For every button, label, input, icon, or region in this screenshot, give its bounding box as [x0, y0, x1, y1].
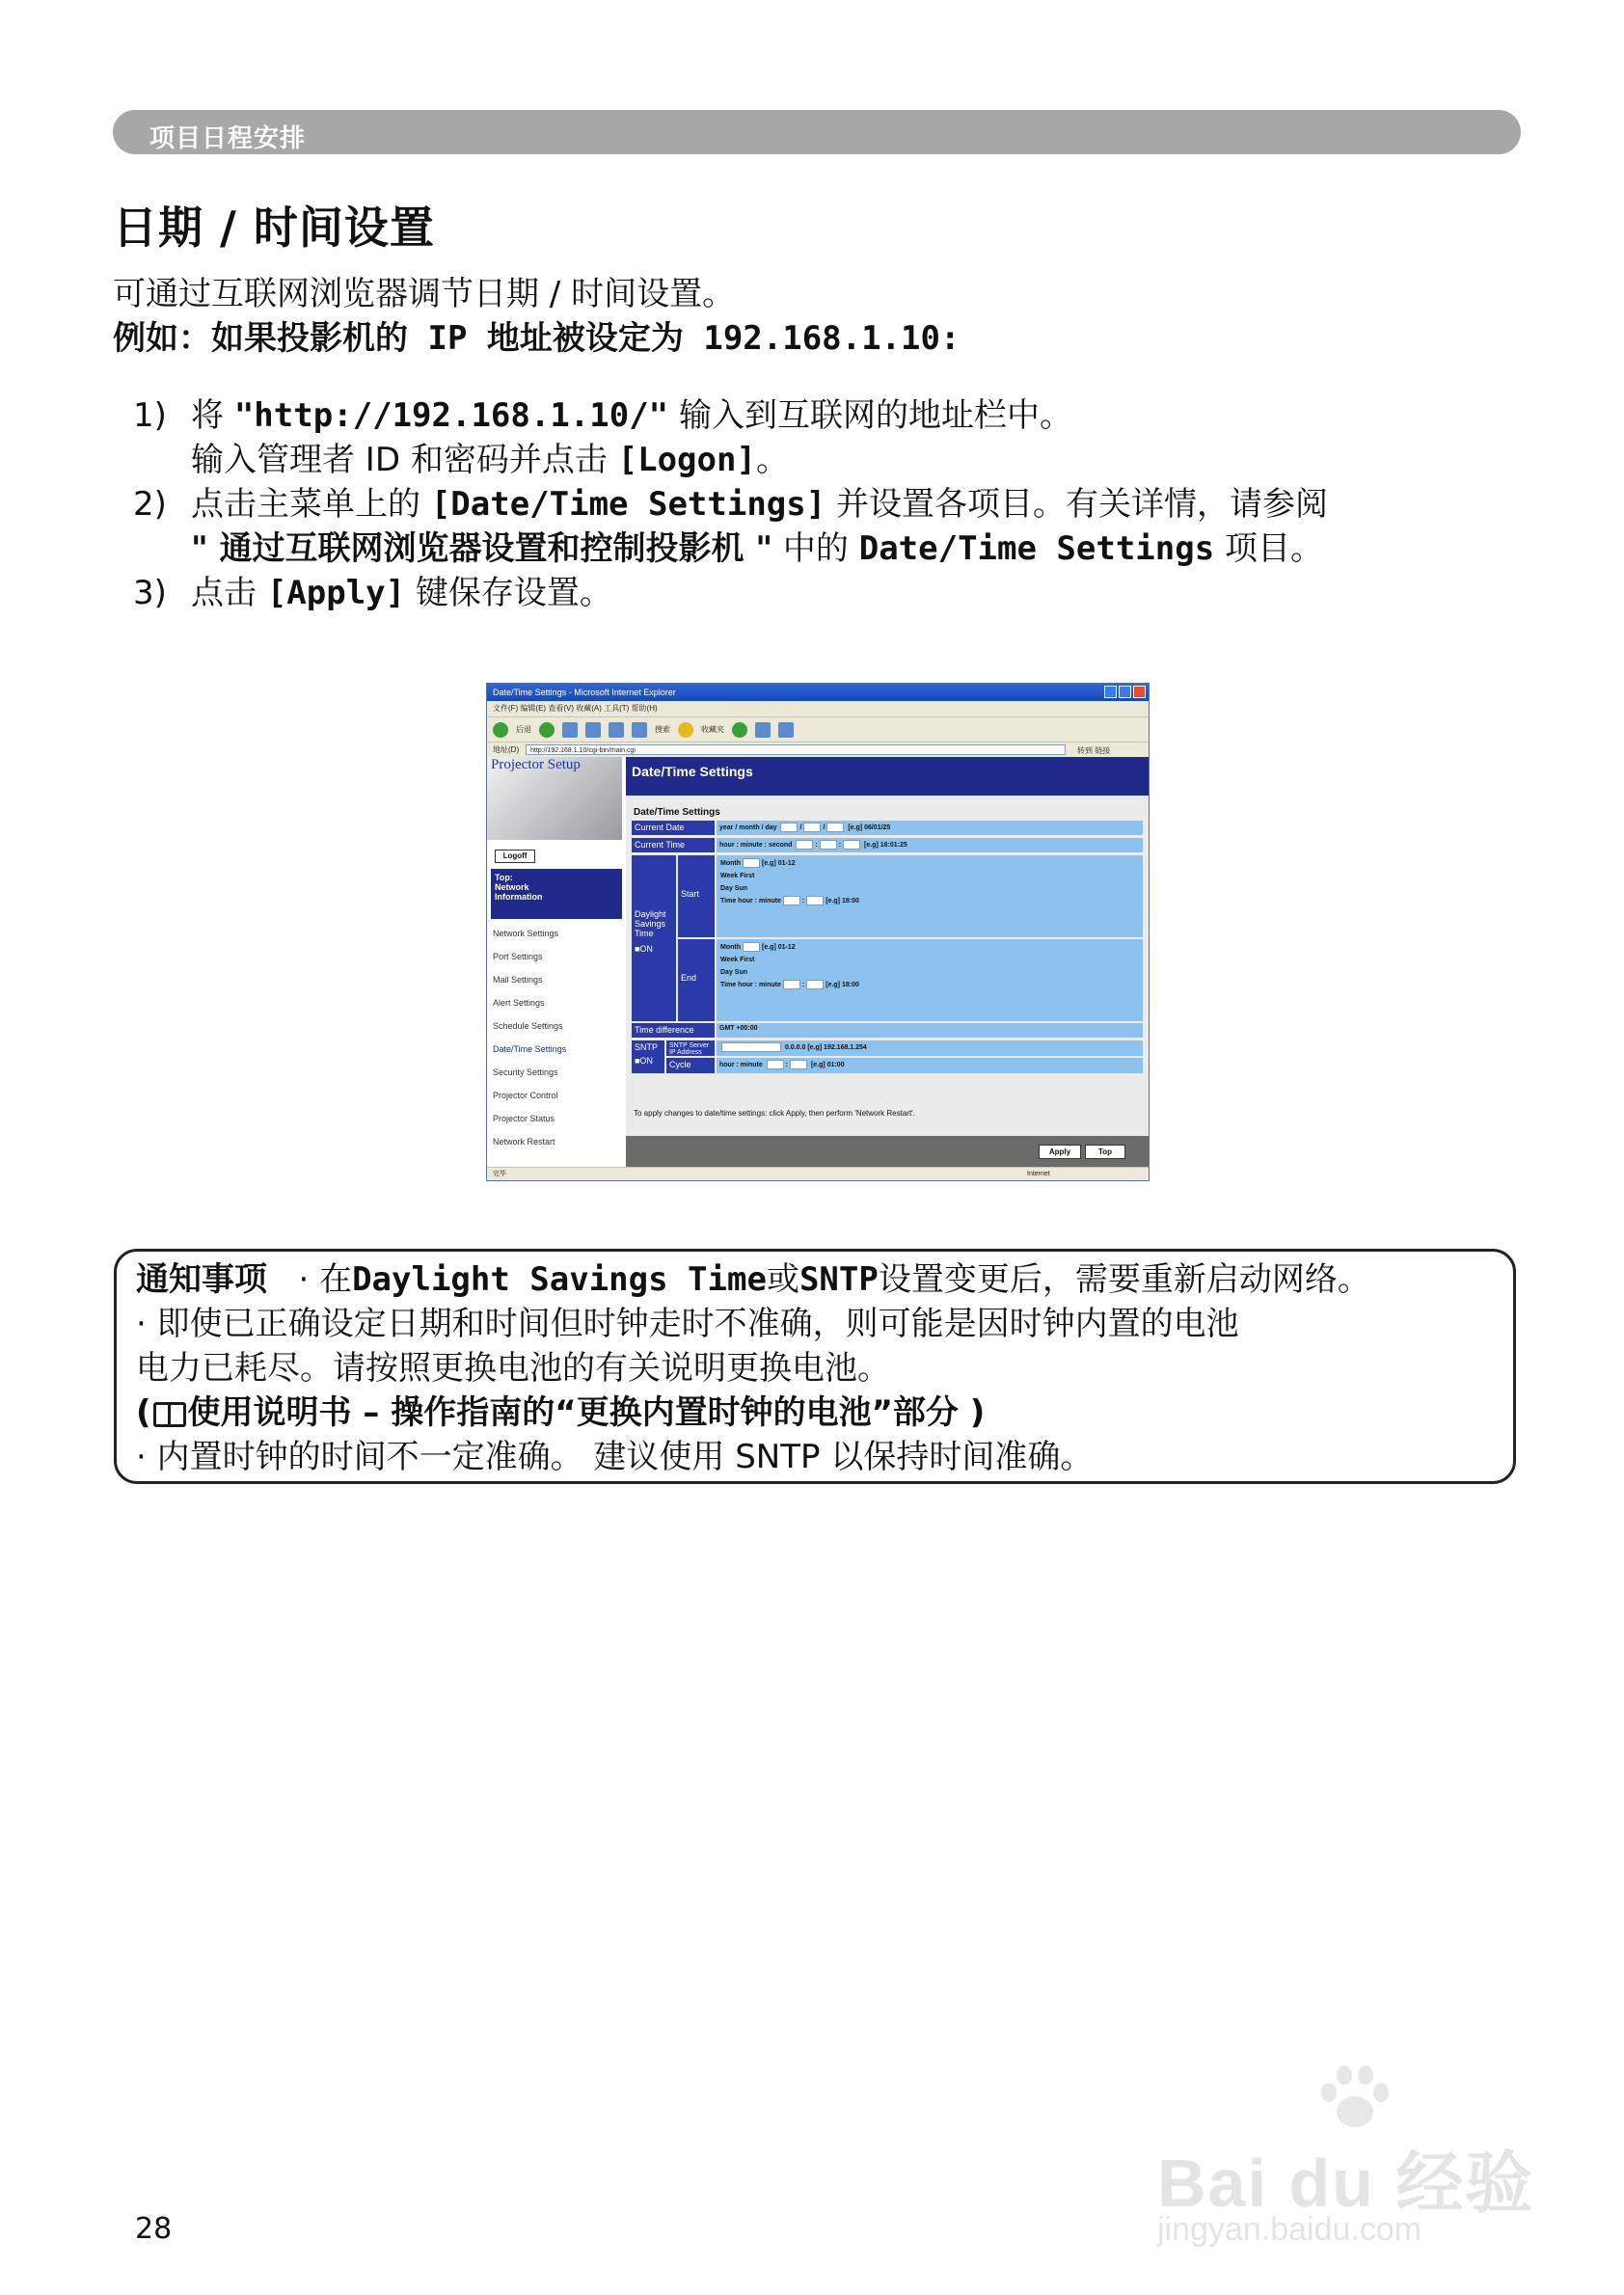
month-input[interactable] [803, 823, 821, 832]
step-text: 。 [755, 441, 789, 479]
step-text: 并设置各项目。有关详情，请参阅 [826, 485, 1329, 524]
current-time-value: hour : minute : second : : [e.g] 18:01:25 [717, 838, 1143, 852]
time-label: Time [720, 898, 737, 904]
end-month-row [720, 941, 1140, 954]
section-header-bar [113, 110, 1521, 154]
step-text: 点击主菜单上的 [191, 485, 431, 524]
start-time-row: Time hour : minute : [e.g] 18:00 [720, 898, 859, 904]
page-title: 日期 / 时间设置 [113, 202, 435, 254]
home-icon[interactable] [609, 722, 624, 738]
end-values [717, 939, 1143, 1021]
print-icon[interactable] [778, 722, 794, 738]
notice-box [114, 1249, 1516, 1484]
end-month-input[interactable] [743, 942, 760, 952]
apply-text: [Apply] [266, 574, 406, 612]
intro [113, 272, 960, 361]
page-content [487, 757, 1149, 1167]
address-bar [487, 742, 1149, 757]
notice-line-2: · 即使已正确设定日期和时间但时钟走时不准确，则可能是因时钟内置的电池 [136, 1305, 1239, 1343]
day-input[interactable] [826, 823, 844, 832]
notice-title: 通知事项 [136, 1260, 267, 1299]
window-titlebar [487, 684, 1149, 701]
minute-input[interactable] [820, 840, 837, 850]
main-title: Date/Time Settings [626, 757, 1149, 796]
current-date-value: year / month / day / / [e.g] 06/01/25 [717, 821, 1143, 835]
step-number: 2) [133, 485, 167, 524]
section-label: 项目日程安排 [149, 124, 307, 153]
sidebar-heading[interactable]: Top: Network Information [491, 869, 622, 919]
end-day-select[interactable]: Sun [734, 969, 748, 976]
notice-line-3: 电力已耗尽。请按照更换电池的有关说明更换电池。 [136, 1349, 890, 1388]
month-example: [e.g] 01-12 [762, 860, 796, 867]
sidebar-item-mail-settings[interactable]: Mail Settings [493, 975, 543, 985]
apply-button[interactable]: Apply [1039, 1145, 1081, 1159]
step-number: 3) [133, 574, 167, 612]
reference-text: " 通过互联网浏览器设置和控制投影机 " [191, 529, 773, 568]
window-title: Date/Time Settings - Microsoft Internet Explorer [493, 688, 676, 697]
baidu-watermark [1138, 2052, 1543, 2248]
notice-paren: ( [136, 1393, 151, 1432]
gmt-label: GMT [719, 1025, 735, 1032]
stop-icon[interactable] [562, 722, 578, 738]
time-difference-row [632, 1023, 1143, 1039]
step-text: 点击 [191, 574, 267, 612]
cycle-minute-input[interactable] [790, 1060, 807, 1069]
start-minute-input[interactable] [806, 896, 824, 905]
sntp-on-checkbox[interactable]: ■ON [635, 1056, 653, 1066]
notice-line-1 [136, 1257, 1494, 1302]
mail-icon[interactable] [755, 722, 771, 738]
sidebar [487, 757, 622, 1167]
menu-item-text: [Date/Time Settings] [430, 485, 826, 524]
time-label: Time [720, 982, 737, 988]
cycle-value: hour : minute : [e.g] 01:00 [717, 1058, 1143, 1073]
notice-reference: 使用说明书 – 操作指南的“更换内置时钟的电池”部分 ) [187, 1393, 986, 1432]
maximize-icon[interactable] [1119, 686, 1131, 698]
start-values [717, 855, 1143, 937]
end-time-format: hour : minute [738, 982, 781, 988]
start-time-format: hour : minute [738, 898, 781, 904]
address-input[interactable]: http://192.168.1.10/cgi-bin/main.cgi [526, 744, 1066, 755]
page-number: 28 [135, 2212, 173, 2246]
time-difference-value [717, 1023, 1143, 1038]
current-time-label: Current Time [632, 838, 715, 852]
sntp-label-text: SNTP [635, 1042, 659, 1052]
step-text: 中的 [772, 529, 859, 568]
end-day-row [720, 966, 1140, 979]
start-week-row [720, 870, 1140, 882]
week-label: Week [720, 957, 739, 963]
cycle-format: hour : minute [719, 1061, 763, 1068]
media-icon[interactable] [732, 722, 747, 738]
time-difference-label: Time difference [632, 1023, 715, 1038]
browser-screenshot [486, 683, 1150, 1181]
current-date-label: Current Date [632, 821, 715, 835]
start-hour-input[interactable] [783, 896, 800, 905]
notice-text: 设置变更后，需要重新启动网络。 [878, 1260, 1370, 1299]
start-day-select[interactable]: Sun [734, 885, 748, 892]
sntp-server-label: SNTP Server IP Address [666, 1040, 715, 1056]
step-1 [133, 393, 1328, 482]
current-date-example: [e.g] 06/01/25 [848, 824, 891, 831]
minimize-icon[interactable] [1104, 686, 1117, 698]
start-month-input[interactable] [743, 858, 760, 868]
window-controls [1104, 686, 1146, 698]
sntp-server-value [717, 1040, 1143, 1056]
sidebar-item-port-settings[interactable]: Port Settings [493, 952, 543, 961]
step-3 [133, 571, 1328, 615]
back-label[interactable]: 后退 [516, 725, 531, 734]
section-title: Date/Time Settings [634, 807, 720, 818]
notice-text: · 在 [298, 1260, 353, 1299]
sidebar-item-schedule-settings[interactable]: Schedule Settings [493, 1021, 563, 1031]
step-text: 项目。 [1214, 529, 1324, 568]
projector-setup-logo [487, 757, 622, 840]
sntp-server-default: 0.0.0.0 [784, 1043, 806, 1051]
sidebar-item-projector-status[interactable]: Projector Status [493, 1114, 555, 1123]
day-label: Day [720, 969, 733, 976]
step-2 [133, 482, 1328, 571]
paw-logo-icon [1321, 2062, 1389, 2129]
logo-text: Projector Setup [491, 757, 581, 772]
current-date-row [632, 821, 1143, 836]
current-time-format: hour : minute : second [719, 841, 793, 849]
current-time-example: [e.g] 18:01:25 [864, 841, 907, 849]
dst-on-checkbox[interactable]: ■ON [635, 944, 653, 954]
step-text: 将 [191, 396, 234, 435]
sntp-block [632, 1040, 1143, 1073]
sidebar-item-network-settings[interactable]: Network Settings [493, 929, 559, 938]
start-week-select[interactable]: First [740, 873, 755, 879]
sidebar-item-projector-control[interactable]: Projector Control [493, 1091, 558, 1100]
sidebar-item-date-time-settings[interactable]: Date/Time Settings [493, 1044, 567, 1054]
step-text: 键保存设置。 [405, 574, 612, 612]
sntp-server-input[interactable] [721, 1042, 781, 1052]
dst-label [632, 855, 676, 1021]
end-time-example: [e.g] 18:00 [826, 982, 859, 988]
current-time-row [632, 838, 1143, 853]
end-week-row [720, 954, 1140, 966]
end-week-select[interactable]: First [740, 957, 755, 963]
sntp-server-example: [e.g] 192.168.1.254 [807, 1043, 867, 1051]
start-time-example: [e.g] 18:00 [826, 898, 859, 904]
book-icon [153, 1402, 186, 1427]
search-label[interactable]: 搜索 [655, 725, 670, 734]
intro-example: 例如：如果投影机的 IP 地址被设定为 192.168.1.10: [113, 319, 961, 358]
end-hour-input[interactable] [783, 980, 800, 989]
hour-input[interactable] [796, 840, 813, 850]
main-panel [626, 757, 1149, 1167]
security-zone: Internet [1027, 1171, 1050, 1177]
second-input[interactable] [843, 840, 860, 850]
sidebar-nav [493, 927, 566, 1158]
year-input[interactable] [780, 823, 798, 832]
watermark-url: jingyan.baidu.com [1157, 2211, 1422, 2248]
step-number: 1) [133, 396, 167, 435]
status-bar [487, 1167, 1149, 1180]
dst-block [632, 855, 1143, 1021]
close-icon[interactable] [1133, 686, 1146, 698]
end-minute-input[interactable] [806, 980, 824, 989]
top-button[interactable]: Top [1085, 1145, 1125, 1159]
cycle-example: [e.g] 01:00 [810, 1061, 845, 1068]
logon-text: [Logon] [617, 441, 756, 479]
favorites-label[interactable]: 收藏夹 [701, 725, 724, 734]
day-label: Day [720, 885, 733, 892]
notice-text: 或 [766, 1260, 799, 1299]
browser-toolbar [487, 716, 1149, 742]
notice-dst-text: Daylight Savings Time [352, 1260, 767, 1299]
step-text: 输入到互联网的地址栏中。 [668, 396, 1072, 435]
sidebar-item-alert-settings[interactable]: Alert Settings [493, 998, 545, 1008]
month-label: Month [720, 860, 741, 867]
end-time-row: Time hour : minute : [e.g] 18:00 [720, 982, 859, 988]
watermark-main: Bai du 经验 [1157, 2146, 1535, 2221]
forward-icon[interactable] [539, 722, 555, 738]
status-text: 完毕 [493, 1171, 506, 1177]
dst-label-text: Daylight Savings Time [635, 909, 666, 938]
start-month-row [720, 857, 1140, 870]
back-icon[interactable] [493, 722, 508, 738]
url-text: "http://192.168.1.10/" [233, 396, 669, 435]
start-day-row [720, 882, 1140, 895]
settings-name-text: Date/Time Settings [858, 529, 1215, 568]
logoff-button[interactable]: Logoff [495, 850, 535, 863]
refresh-icon[interactable] [585, 722, 601, 738]
steps-list [133, 393, 1328, 615]
intro-line: 可通过互联网浏览器调节日期 / 时间设置。 [113, 275, 736, 313]
favorites-icon[interactable] [678, 722, 693, 738]
go-button[interactable]: 转到 链接 [1077, 746, 1111, 755]
start-label: Start [678, 855, 715, 937]
week-label: Week [720, 873, 739, 879]
sidebar-item-network-restart[interactable]: Network Restart [493, 1137, 555, 1147]
search-icon[interactable] [632, 722, 647, 738]
cycle-hour-input[interactable] [767, 1060, 784, 1069]
month-label: Month [720, 944, 741, 951]
notice-line-4 [136, 1390, 1494, 1435]
cycle-label: Cycle [666, 1058, 715, 1073]
apply-note: To apply changes to date/time settings: click Apply, then perform 'Network Restart'. [634, 1109, 915, 1118]
sntp-label [632, 1040, 664, 1073]
menu-bar[interactable]: 文件(F) 编辑(E) 查看(V) 收藏(A) 工具(T) 帮助(H) [493, 704, 658, 713]
sidebar-item-security-settings[interactable]: Security Settings [493, 1067, 558, 1077]
month-example: [e.g] 01-12 [762, 944, 796, 951]
notice-line-5: · 内置时钟的时间不一定准确。 建议使用 SNTP 以保持时间准确。 [136, 1438, 1094, 1476]
address-label: 地址(D) [493, 745, 520, 754]
notice-sntp-text: SNTP [798, 1260, 879, 1299]
end-label: End [678, 939, 715, 1021]
current-date-format: year / month / day [719, 824, 777, 831]
step-text: 输入管理者 ID 和密码并点击 [191, 441, 618, 479]
gmt-offset-select[interactable]: +00:00 [736, 1025, 758, 1032]
